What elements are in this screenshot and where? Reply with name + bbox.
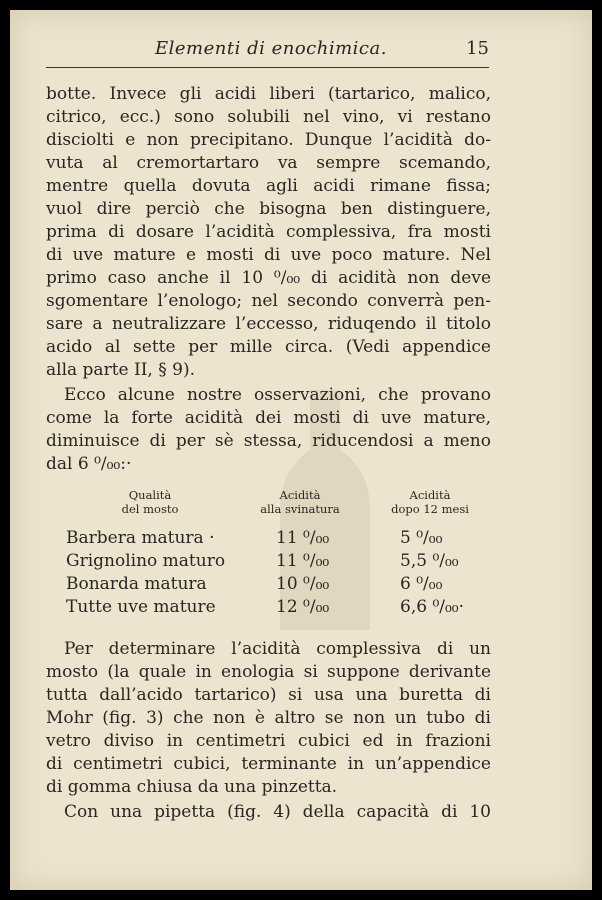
column-header-svinatura	[240, 488, 360, 516]
header-rule	[46, 67, 489, 68]
text-line: primo caso anche il 10 ⁰/₀₀ di acidità non deve	[46, 268, 491, 288]
text-line: sare a neutralizzare l’eccesso, riduqendo il titolo	[46, 314, 491, 334]
text-line: vetro diviso in centimetri cubici ed in frazioni	[46, 731, 491, 751]
row-dopo: 5 ⁰/₀₀	[400, 528, 443, 548]
text-line: dal 6 ⁰/₀₀:·	[46, 454, 132, 474]
row-svinatura: 12 ⁰/₀₀	[276, 597, 330, 617]
text-line: Ecco alcune nostre osservazioni, che provano	[64, 385, 491, 405]
row-dopo: 6,6 ⁰/₀₀·	[400, 597, 465, 617]
text-line: alla parte II, § 9).	[46, 360, 195, 380]
text-line: tutta dall’acido tartarico) si usa una buretta di	[46, 685, 491, 705]
book-page	[10, 10, 592, 890]
row-dopo: 5,5 ⁰/₀₀	[400, 551, 459, 571]
header-line: Qualità	[128, 488, 172, 502]
text-line: acido al sette per mille circa. (Vedi appendice	[46, 337, 491, 357]
text-line: come la forte acidità dei mosti di uve mature,	[46, 408, 491, 428]
header-line: alla svinatura	[260, 502, 340, 516]
text-line: disciolti e non precipitano. Dunque l’acidità do-	[46, 130, 491, 150]
text-line: botte. Invece gli acidi liberi (tartarico, malico,	[46, 84, 491, 104]
page-number: 15	[466, 38, 489, 59]
header-line: Acidità	[409, 488, 451, 502]
text-line: Mohr (fig. 3) che non è altro se non un tubo di	[46, 708, 491, 728]
row-name: Bonarda matura	[66, 574, 207, 594]
running-header	[10, 36, 592, 62]
text-line: prima di dosare l’acidità complessiva, fra mosti	[46, 222, 491, 242]
text-line: sgomentare l’enologo; nel secondo converrà pen-	[46, 291, 491, 311]
text-line: vuol dire perciò che bisogna ben distinguere,	[46, 199, 491, 219]
row-svinatura: 11 ⁰/₀₀	[276, 528, 330, 548]
header-line: dopo 12 mesi	[391, 502, 469, 516]
text-line: di centimetri cubici, terminante in un’appendice	[46, 754, 491, 774]
row-dopo: 6 ⁰/₀₀	[400, 574, 443, 594]
text-line: Per determinare l’acidità complessiva di un	[64, 639, 491, 659]
text-line: di gomma chiusa da una pinzetta.	[46, 777, 338, 797]
text-line: di uve mature e mosti di uve poco mature. Nel	[46, 245, 491, 265]
text-line: diminuisce di per sè stessa, riducendosi a meno	[46, 431, 491, 451]
text-line: Con una pipetta (fig. 4) della capacità di 10	[64, 802, 491, 822]
text-line: mentre quella dovuta agli acidi rimane fissa;	[46, 176, 491, 196]
row-svinatura: 11 ⁰/₀₀	[276, 551, 330, 571]
header-line: Acidità	[279, 488, 321, 502]
row-svinatura: 10 ⁰/₀₀	[276, 574, 330, 594]
text-line: mosto (la quale in enologia si suppone derivante	[46, 662, 491, 682]
column-header-dopo	[370, 488, 490, 516]
row-name: Barbera matura ·	[66, 528, 215, 548]
header-line: del mosto	[121, 502, 179, 516]
row-name: Tutte uve mature	[66, 597, 216, 617]
row-name: Grignolino maturo	[66, 551, 226, 571]
text-line: citrico, ecc.) sono solubili nel vino, vi restano	[46, 107, 491, 127]
text-line: vuta al cremortartaro va sempre scemando,	[46, 153, 491, 173]
header-title: Elementi di enochimica.	[155, 38, 387, 59]
column-header-quality	[90, 488, 210, 516]
